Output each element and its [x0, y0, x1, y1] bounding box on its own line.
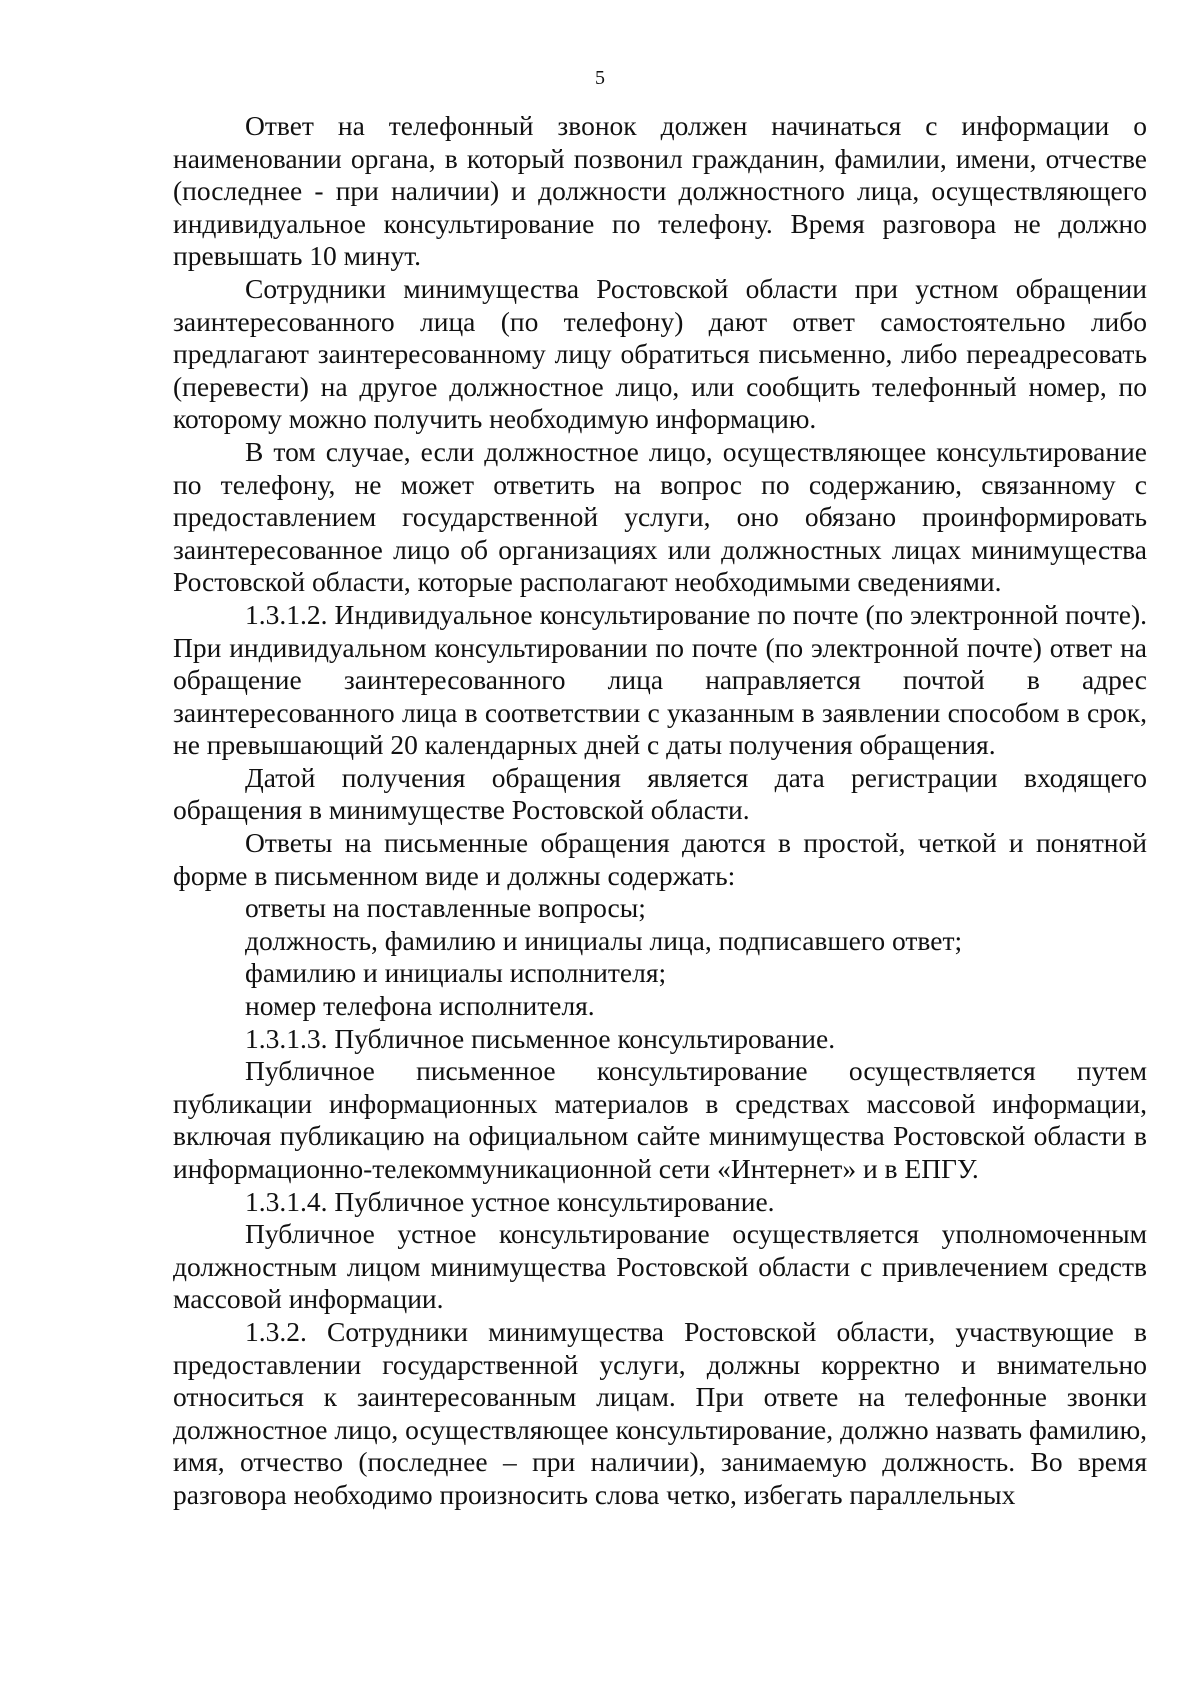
list-item: номер телефона исполнителя. [245, 990, 595, 1022]
paragraph-oral-request: Сотрудники минимущества Ростовской области при устном обращении заинтересованного лица (по телефону) дают ответ самостоятельно либо предлагают заинтересованному лицу обратиться письменно, либо переадресовать (перевести) на другое должностное лицо, или сообщить телефонный номер, по которому можно получить необходимую информацию. [173, 272, 1147, 435]
paragraph-1-3-1-2: 1.3.1.2. Индивидуальное консультирование по почте (по электронной почте). При индивидуальном консультировании по почте (по электронной почте) ответ на обращение заинтересованного лица направляется почтой в адрес заинтересованного лица в соответствии с указанным в заявлении способом в срок, не превышающий 20 календарных дней с даты получения обращения. [173, 598, 1147, 761]
paragraph-public-written: Публичное письменное консультирование осуществляется путем публикации информационных материалов в средствах массовой информации, включая публикацию на официальном сайте минимущества Ростовской области в информационно-телекоммуникационной сети «Интернет» и в ЕПГУ. [173, 1055, 1147, 1184]
list-item: должность, фамилию и инициалы лица, подписавшего ответ; [245, 924, 963, 956]
paragraph-phone-answer: Ответ на телефонный звонок должен начинаться с информации о наименовании органа, в который позвонил гражданин, фамилии, имени, отчестве (последнее - при наличии) и должности должностного лица, осуществляющего индивидуальное консультирование по телефону. Время разговора не должно превышать 10 минут. [173, 110, 1147, 272]
heading-1-3-1-3: 1.3.1.3. Публичное письменное консультирование. [245, 1022, 836, 1054]
list-item: ответы на поставленные вопросы; [245, 892, 646, 924]
paragraph-public-oral: Публичное устное консультирование осуществляется уполномоченным должностным лицом минимущества Ростовской области с привлечением средств массовой информации. [173, 1218, 1147, 1315]
document-body [173, 110, 1147, 1512]
paragraph-1-3-2: 1.3.2. Сотрудники минимущества Ростовской области, участвующие в предоставлении государственной услуги, должны корректно и внимательно относиться к заинтересованным лицам. При ответе на телефонные звонки должностное лицо, осуществляющее консультирование, должно назвать фамилию, имя, отчество (последнее – при наличии), занимаемую должность. Во время разговора необходимо произносить слова четко, избегать параллельных [173, 1315, 1147, 1510]
paragraph-receipt-date: Датой получения обращения является дата регистрации входящего обращения в минимуществе Ростовской области. [173, 761, 1147, 826]
page-number: 5 [595, 67, 605, 89]
list-item: фамилию и инициалы исполнителя; [245, 957, 667, 989]
paragraph-written-answers: Ответы на письменные обращения даются в простой, четкой и понятной форме в письменном виде и должны содержать: [173, 827, 1147, 891]
heading-1-3-1-4: 1.3.1.4. Публичное устное консультирование. [245, 1185, 775, 1217]
paragraph-cannot-answer: В том случае, если должностное лицо, осуществляющее консультирование по телефону, не может ответить на вопрос по содержанию, связанному с предоставлением государственной услуги, оно обязано проинформировать заинтересованное лицо об организациях или должностных лицах минимущества Ростовской области, которые располагают необходимыми сведениями. [173, 435, 1147, 598]
